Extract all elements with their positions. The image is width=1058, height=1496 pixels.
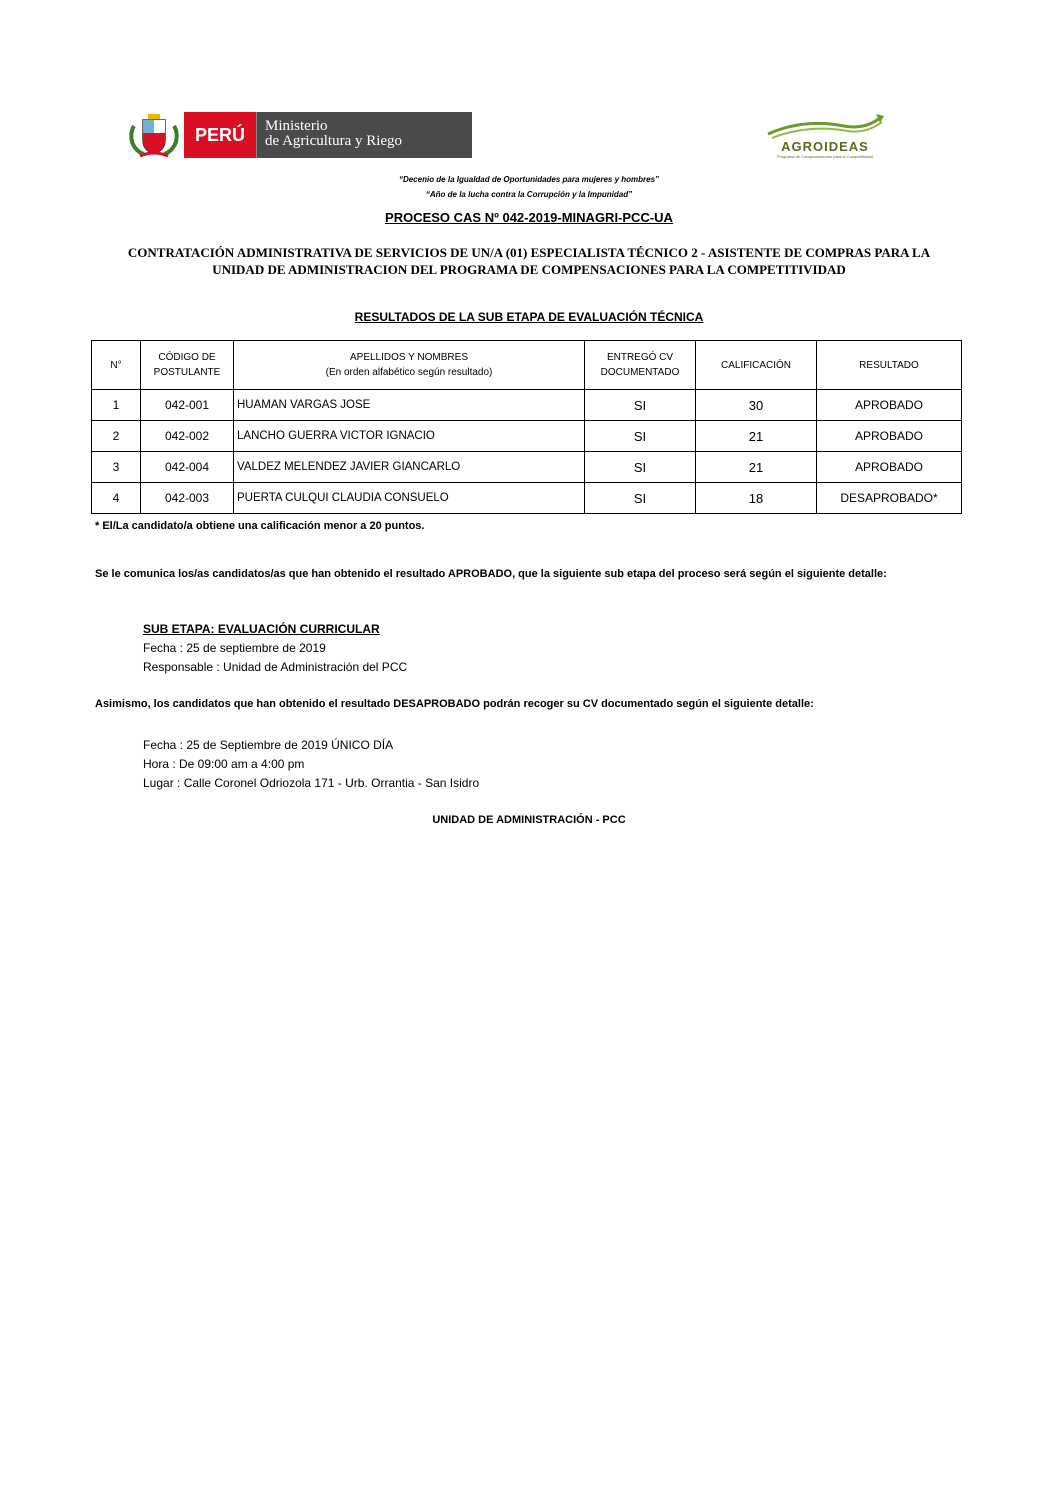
- cell-calificacion: 30: [696, 390, 817, 421]
- cell-nombre: VALDEZ MELENDEZ JAVIER GIANCARLO: [234, 452, 585, 483]
- asimismo-paragraph: Asimismo, los candidatos que han obtenido el resultado DESAPROBADO podrán recoger su CV documentado según el siguiente detalle:: [95, 698, 814, 710]
- comunica-paragraph: Se le comunica los/as candidatos/as que han obtenido el resultado APROBADO, que la siguiente sub etapa del proceso será según el siguiente detalle:: [95, 568, 887, 580]
- cell-codigo: 042-001: [141, 390, 234, 421]
- contratacion-line2: UNIDAD DE ADMINISTRACION DEL PROGRAMA DE COMPENSACIONES PARA LA COMPETITIVIDAD: [212, 262, 846, 277]
- recojo-hora: Hora : De 09:00 am a 4:00 pm: [143, 757, 305, 771]
- signature-unit: UNIDAD DE ADMINISTRACIÓN - PCC: [432, 814, 626, 826]
- minagri-logo: [128, 112, 472, 158]
- header-calificacion: CALIFICACIÓN: [696, 341, 817, 390]
- header-apellidos: [234, 341, 585, 390]
- peru-label: PERÚ: [184, 112, 256, 158]
- cell-resultado: APROBADO: [817, 390, 962, 421]
- agroideas-swoosh-icon: [764, 112, 886, 140]
- table-row: [92, 390, 962, 421]
- cell-n: 3: [92, 452, 141, 483]
- anio-motto: “Año de la lucha contra la Corrupción y la Impunidad”: [425, 190, 633, 199]
- recojo-fecha: Fecha : 25 de Septiembre de 2019 ÚNICO DÍA: [143, 738, 394, 752]
- cell-resultado: DESAPROBADO*: [817, 483, 962, 514]
- header-entrego: [585, 341, 696, 390]
- agroideas-label: AGROIDEAS: [781, 139, 869, 154]
- cell-codigo: 042-003: [141, 483, 234, 514]
- header-codigo-line2: POSTULANTE: [153, 367, 221, 378]
- cell-n: 1: [92, 390, 141, 421]
- cell-resultado: APROBADO: [817, 421, 962, 452]
- header-entrego-line1: ENTREGÓ CV: [606, 352, 674, 363]
- cell-nombre: HUAMAN VARGAS JOSE: [234, 390, 585, 421]
- decenio-motto: “Decenio de la Igualdad de Oportunidades para mujeres y hombres”: [398, 175, 660, 184]
- proceso-title: PROCESO CAS Nº 042-2019-MINAGRI-PCC-UA: [385, 210, 673, 225]
- sub-etapa-fecha: Fecha : 25 de septiembre de 2019: [143, 641, 326, 655]
- recojo-lugar: Lugar : Calle Coronel Odriozola 171 - Urb. Orrantia - San Isidro: [143, 776, 480, 790]
- cell-entrego: SI: [585, 421, 696, 452]
- cell-entrego: SI: [585, 483, 696, 514]
- peru-coat-of-arms-icon: [128, 112, 180, 158]
- header-apellidos-line1: APELLIDOS Y NOMBRES: [349, 352, 468, 363]
- ministerio-line2: de Agricultura y Riego: [265, 133, 403, 149]
- cell-calificacion: 21: [696, 452, 817, 483]
- contratacion-line1: CONTRATACIÓN ADMINISTRATIVA DE SERVICIOS DE UN/A (01) ESPECIALISTA TÉCNICO 2 - ASISTENTE DE COMPRAS PARA LA: [127, 245, 931, 260]
- cell-entrego: SI: [585, 452, 696, 483]
- agroideas-logo: [764, 112, 886, 160]
- sub-etapa-responsable: Responsable : Unidad de Administración del PCC: [143, 660, 408, 674]
- cell-nombre: PUERTA CULQUI CLAUDIA CONSUELO: [234, 483, 585, 514]
- header-n: N°: [92, 341, 141, 390]
- cell-codigo: 042-002: [141, 421, 234, 452]
- cell-n: 4: [92, 483, 141, 514]
- ministerio-line1: Ministerio: [265, 118, 328, 134]
- ministerio-label: [256, 112, 472, 158]
- table-row: [92, 452, 962, 483]
- contratacion-heading: [90, 244, 968, 278]
- results-table: [91, 340, 962, 514]
- cell-nombre: LANCHO GUERRA VICTOR IGNACIO: [234, 421, 585, 452]
- cell-entrego: SI: [585, 390, 696, 421]
- table-row: [92, 421, 962, 452]
- cell-resultado: APROBADO: [817, 452, 962, 483]
- resultados-title: RESULTADOS DE LA SUB ETAPA DE EVALUACIÓN TÉCNICA: [354, 310, 704, 324]
- table-row: [92, 483, 962, 514]
- header-resultado: RESULTADO: [817, 341, 962, 390]
- header-apellidos-line2: (En orden alfabético según resultado): [325, 367, 493, 378]
- cell-n: 2: [92, 421, 141, 452]
- header-codigo-line1: CÓDIGO DE: [158, 352, 216, 363]
- cell-codigo: 042-004: [141, 452, 234, 483]
- header-entrego-line2: DOCUMENTADO: [600, 367, 680, 378]
- agroideas-tagline: Programa de Compensaciones para la Competitividad: [776, 154, 874, 159]
- cell-calificacion: 18: [696, 483, 817, 514]
- header-codigo: [141, 341, 234, 390]
- cell-calificacion: 21: [696, 421, 817, 452]
- sub-etapa-title: SUB ETAPA: EVALUACIÓN CURRICULAR: [143, 622, 380, 636]
- footnote: * El/La candidato/a obtiene una calificación menor a 20 puntos.: [95, 520, 425, 532]
- table-header-row: [92, 341, 962, 390]
